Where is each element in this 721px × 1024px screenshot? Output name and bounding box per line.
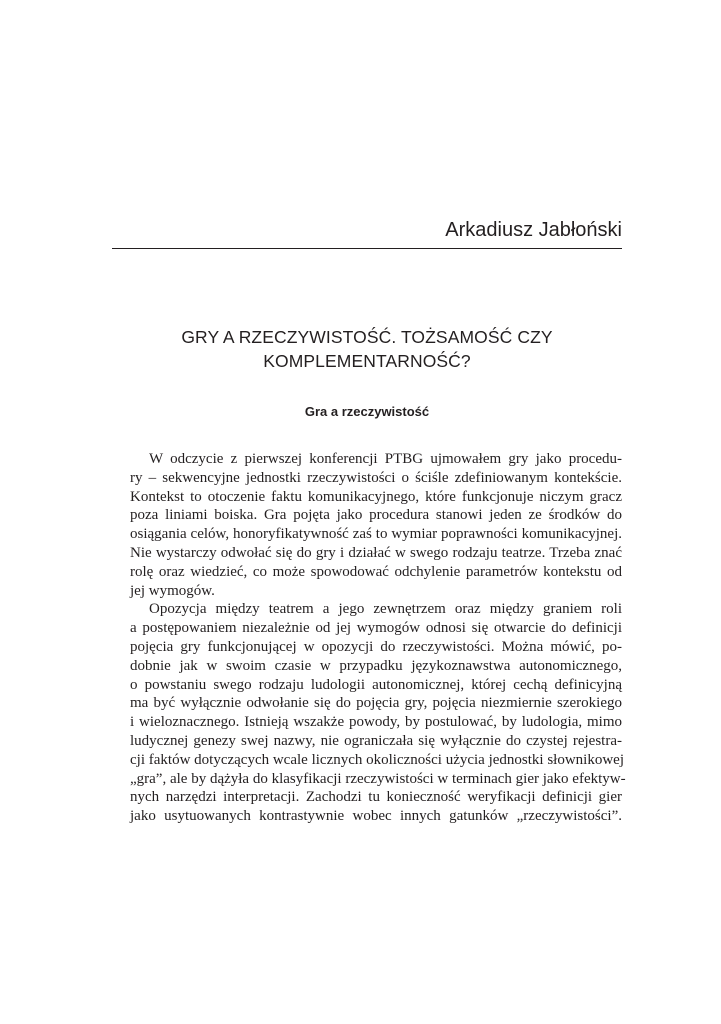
text-line: dobnie jak w swoim czasie w przypadku językoznawstwa autonomicznego, bbox=[130, 657, 622, 674]
article-title-line-1: GRY A RZECZYWISTOŚĆ. TOŻSAMOŚĆ CZY bbox=[181, 327, 553, 347]
text-line: poza liniami boiska. Gra pojęta jako procedura stanowi jeden ze środków do bbox=[130, 507, 622, 524]
header-rule bbox=[112, 248, 622, 249]
text-line: Kontekst to otoczenie faktu komunikacyjnego, które funkcjonuje niczym gracz bbox=[130, 488, 622, 505]
article-title-line-2: KOMPLEMENTARNOŚĆ? bbox=[263, 351, 471, 371]
text-line: „gra”, ale by dążyła do klasyfikacji rzeczywistości w terminach gier jako efektyw- bbox=[130, 770, 626, 787]
text-line: ma być wyłącznie odwołanie się do pojęcia gry, pojęcia niezmiernie szerokiego bbox=[130, 695, 622, 712]
text-line: W odczycie z pierwszej konferencji PTBG ujmowałem gry jako procedu- bbox=[149, 451, 622, 467]
text-line: cji faktów dotyczących wcale licznych okoliczności użycia jednostki słownikowej bbox=[130, 751, 624, 768]
text-line: jako usytuowanych kontrastywnie wobec innych gatunków „rzeczywistości”. bbox=[130, 808, 622, 825]
article-title bbox=[112, 325, 622, 373]
text-line: i wieloznacznego. Istnieją wszakże powody, by postulować, by ludologia, mimo bbox=[130, 714, 622, 731]
text-line: nych narzędzi interpretacji. Zachodzi tu konieczność weryfikacji definicji gier bbox=[130, 789, 622, 806]
text-line: jej wymogów. bbox=[130, 582, 215, 599]
section-heading: Gra a rzeczywistość bbox=[304, 404, 430, 419]
body-text bbox=[112, 450, 626, 826]
text-line: ry – sekwencyjne jednostki rzeczywistości o ściśle zdefiniowanym kontekście. bbox=[130, 469, 622, 486]
paragraph-1 bbox=[112, 450, 622, 600]
author-name: Arkadiusz Jabłoński bbox=[445, 219, 622, 241]
text-line: Nie wystarczy odwołać się do gry i działać w swego rodzaju teatrze. Trzeba znać bbox=[130, 544, 622, 561]
paragraph-2 bbox=[112, 600, 626, 826]
text-line: rolę oraz wiedzieć, co może spowodować odchylenie parametrów kontekstu od bbox=[130, 563, 622, 580]
text-line: ludycznej genezy swej nazwy, nie ograniczała się wyłącznie do czystej rejestra- bbox=[130, 732, 622, 749]
text-line: o powstaniu swego rodzaju ludologii autonomicznej, której cechą definicyjną bbox=[130, 676, 622, 693]
text-line: Opozycja między teatrem a jego zewnętrzem oraz między graniem roli bbox=[149, 601, 622, 618]
text-line: pojęcia gry funkcjonującej w opozycji do rzeczywistości. Można mówić, po- bbox=[130, 638, 622, 655]
text-line: a postępowaniem niezależnie od jej wymogów odnosi się otwarcie do definicji bbox=[130, 620, 622, 637]
text-line: osiągania celów, honoryfikatywność zaś to wymiar poprawności komunikacyjnej. bbox=[130, 526, 622, 543]
